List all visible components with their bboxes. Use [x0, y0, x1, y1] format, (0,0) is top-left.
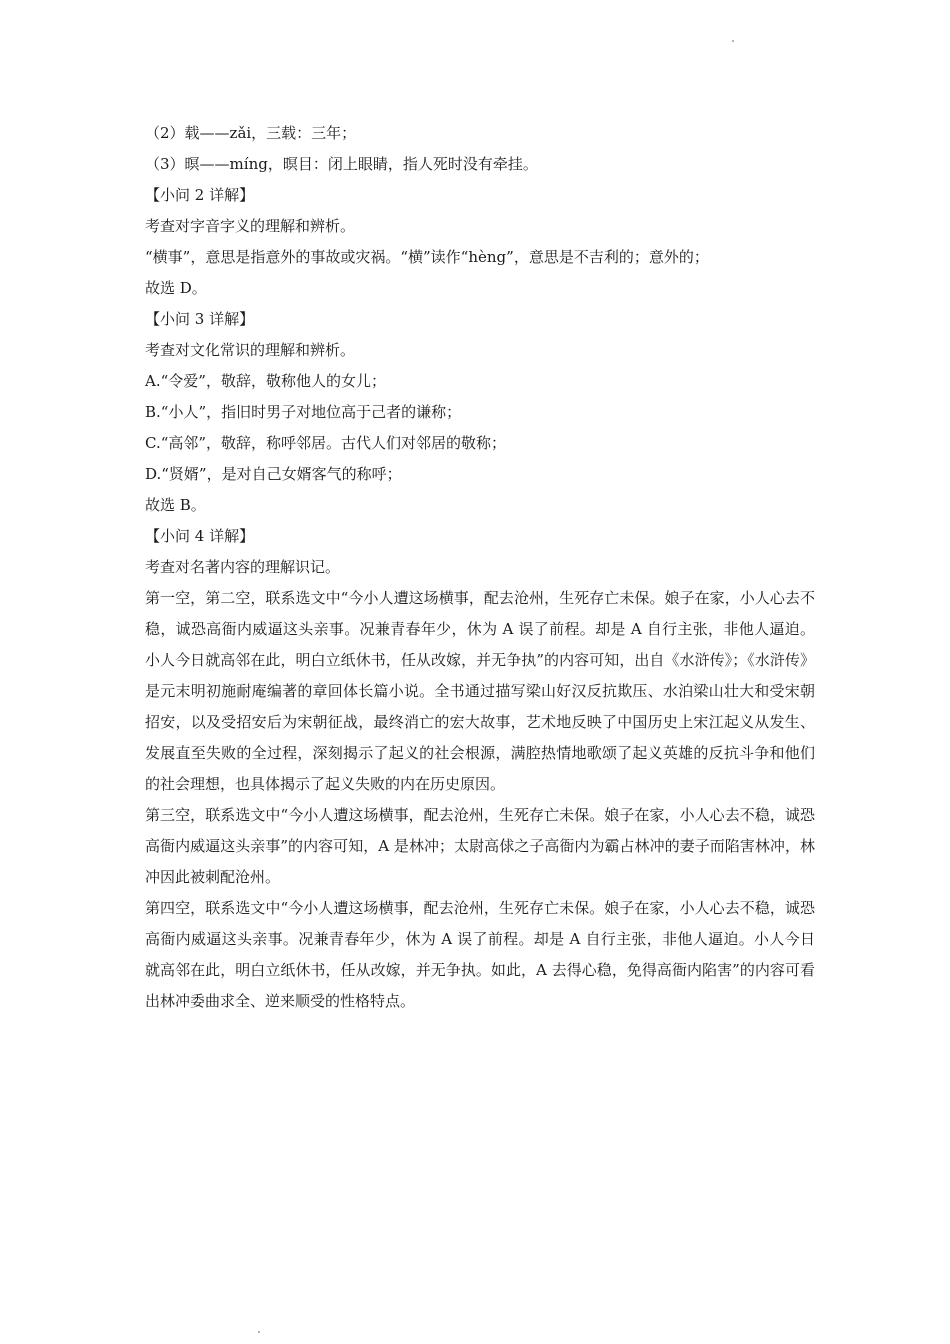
page-mark-dot	[258, 1331, 260, 1333]
text-line: 考查对文化常识的理解和辨析。	[145, 341, 356, 359]
text-line: “横事”，意思是指意外的事故或灾祸。“横”读作“hèng”，意思是不吉利的；意外的；	[145, 248, 709, 266]
option-line: A.“令爱”，敬辞，敬称他人的女儿；	[145, 372, 386, 390]
paragraph: 第四空，联系选文中“今小人遭这场横事，配去沧州，生死存亡未保。娘子在家，小人心去不稳，诚恐高衙内威逼这头亲事。况兼青春年少，休为 A 误了前程。却是 A 自行主张，非他人逼迫。小人今日就高邻在此，明白立纸休书，任从改嫁，并无争执。如此，A 去得心稳，免得高衙内陷害”的内容可看出林冲委曲求全、逆来顺受的性格特点。	[145, 899, 815, 1010]
text-line: 故选 D。	[145, 279, 207, 297]
text-line: （2）载——zǎi，三载：三年；	[145, 124, 357, 142]
page-mark-dot	[732, 40, 734, 42]
paragraph: 第一空，第二空，联系选文中“今小人遭这场横事，配去沧州，生死存亡未保。娘子在家，小人心去不稳，诚恐高衙内威逼这头亲事。况兼青春年少，休为 A 误了前程。却是 A 自行主张，非他人逼迫。小人今日就高邻在此，明白立纸休书，任从改嫁，并无争执”的内容可知，出自《水浒传》；《水浒传》是元末明初施耐庵编著的章回体长篇小说。全书通过描写梁山好汉反抗欺压、水泊梁山壮大和受宋朝招安，以及受招安后为宋朝征战，最终消亡的宏大故事，艺术地反映了中国历史上宋江起义从发生、发展直至失败的全过程，深刻揭示了起义的社会根源，满腔热情地歌颂了起义英雄的反抗斗争和他们的社会理想，也具体揭示了起义失败的内在历史原因。	[145, 589, 815, 793]
answer-explanation-body	[145, 118, 815, 1017]
option-line: B.“小人”，指旧时男子对地位高于己者的谦称；	[145, 403, 462, 421]
text-line: 考查对名著内容的理解识记。	[145, 558, 341, 576]
paragraph: 第三空，联系选文中“今小人遭这场横事，配去沧州，生死存亡未保。娘子在家，小人心去不稳，诚恐高衙内威逼这头亲事”的内容可知，A 是林冲；太尉高俅之子高衙内为霸占林冲的妻子而陷害林冲，林冲因此被刺配沧州。	[145, 806, 815, 886]
section-heading: 【小问 3 详解】	[145, 310, 255, 328]
text-line: 故选 B。	[145, 496, 206, 514]
section-heading: 【小问 2 详解】	[145, 186, 255, 204]
text-line: 考查对字音字义的理解和辨析。	[145, 217, 356, 235]
option-line: C.“高邻”，敬辞，称呼邻居。古代人们对邻居的敬称；	[145, 434, 507, 452]
option-line: D.“贤婿”，是对自己女婿客气的称呼；	[145, 465, 402, 483]
text-line: （3）暝——míng，暝目：闭上眼睛，指人死时没有牵挂。	[145, 155, 538, 173]
section-heading: 【小问 4 详解】	[145, 527, 255, 545]
